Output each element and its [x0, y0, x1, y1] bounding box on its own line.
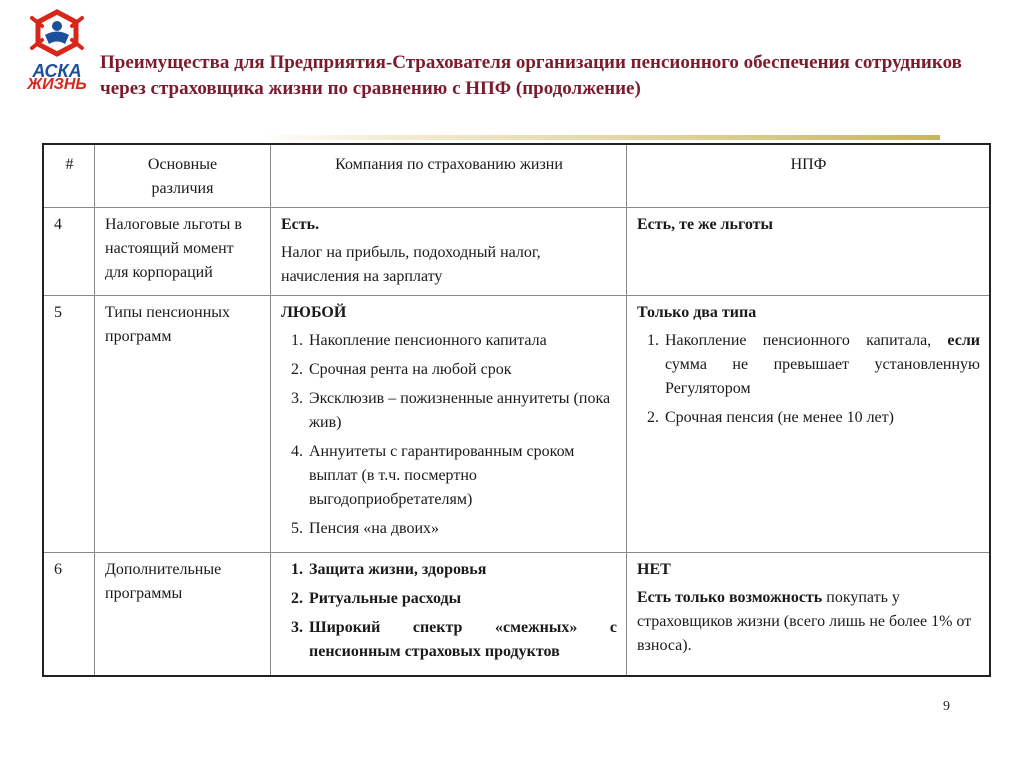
npf-text-body: покупать у страховщиков жизни (всего лишь не более 1% от взноса). — [637, 589, 972, 654]
header-num: # — [44, 145, 95, 208]
list-item: 3. Эксклюзив – пожизненные аннуитеты (пока жив) — [307, 387, 617, 435]
row-npf-cell — [627, 296, 990, 553]
insurer-heading: ЛЮБОЙ — [281, 304, 347, 321]
npf-text-bold: Есть только возможность — [637, 589, 823, 606]
row-difference: Дополнительные программы — [95, 553, 271, 676]
header-npf: НПФ — [627, 145, 990, 208]
slide-title: Преимущества для Предприятия-Страхователя организации пенсионного обеспечения сотрудников через страховщика жизни по сравнению с НПФ (продолжение) — [100, 52, 962, 99]
row-difference: Налоговые льготы в настоящий момент для корпораций — [95, 208, 271, 296]
header-differences: Основные различия — [95, 145, 271, 208]
list-item: 5. Пенсия «на двоих» — [307, 517, 617, 541]
npf-text — [637, 586, 980, 658]
list-item: 2. Срочная пенсия (не менее 10 лет) — [663, 406, 980, 430]
row-insurer-cell — [271, 296, 627, 553]
logo-text-aska: АСКА — [32, 61, 82, 81]
row-npf-cell — [627, 208, 990, 296]
company-logo — [18, 8, 96, 92]
title-divider — [255, 135, 940, 140]
header-insurer: Компания по страхованию жизни — [271, 145, 627, 208]
row-insurer-cell — [271, 208, 627, 296]
row-difference: Типы пенсионных программ — [95, 296, 271, 553]
list-item: 1. Защита жизни, здоровья — [307, 558, 617, 582]
row-insurer-cell — [271, 553, 627, 676]
logo-text-zhizn: ЖИЗНЬ — [27, 76, 87, 93]
npf-heading: НЕТ — [637, 561, 671, 578]
insurer-text-body: Налог на прибыль, подоходный налог, начисления на зарплату — [281, 244, 541, 285]
table-row — [44, 553, 990, 676]
list-item: 4. Аннуитеты с гарантированным сроком выплат (в т.ч. посмертно выгодоприобретателям) — [307, 440, 617, 512]
row-number: 5 — [44, 296, 95, 553]
page-number: 9 — [943, 699, 950, 714]
insurer-list — [281, 558, 617, 664]
npf-item1-pre: Накопление пенсионного капитала, — [665, 332, 932, 349]
npf-item1-bold: если — [947, 332, 981, 349]
npf-heading: Только два типа — [637, 304, 757, 321]
list-item: 1. Накопление пенсионного капитала — [307, 329, 617, 353]
logo-emblem-icon — [18, 8, 96, 64]
row-npf-cell — [627, 553, 990, 676]
npf-list — [637, 329, 980, 430]
npf-heading: Есть, те же льготы — [637, 216, 773, 233]
insurer-text — [281, 241, 617, 289]
list-item: 2. Ритуальные расходы — [307, 587, 617, 611]
table-header-row — [44, 145, 990, 208]
npf-item1-post: сумма не превышает установленную Регулятором — [665, 356, 980, 397]
insurer-list — [281, 329, 617, 541]
list-item: 2. Срочная рента на любой срок — [307, 358, 617, 382]
insurer-heading: Есть. — [281, 216, 320, 233]
list-item: 3. Широкий спектр «смежных» с пенсионным страховых продуктов — [307, 616, 617, 664]
row-number: 4 — [44, 208, 95, 296]
comparison-table — [43, 144, 990, 676]
table-row — [44, 208, 990, 296]
list-item — [663, 329, 980, 401]
row-number: 6 — [44, 553, 95, 676]
table-row — [44, 296, 990, 553]
